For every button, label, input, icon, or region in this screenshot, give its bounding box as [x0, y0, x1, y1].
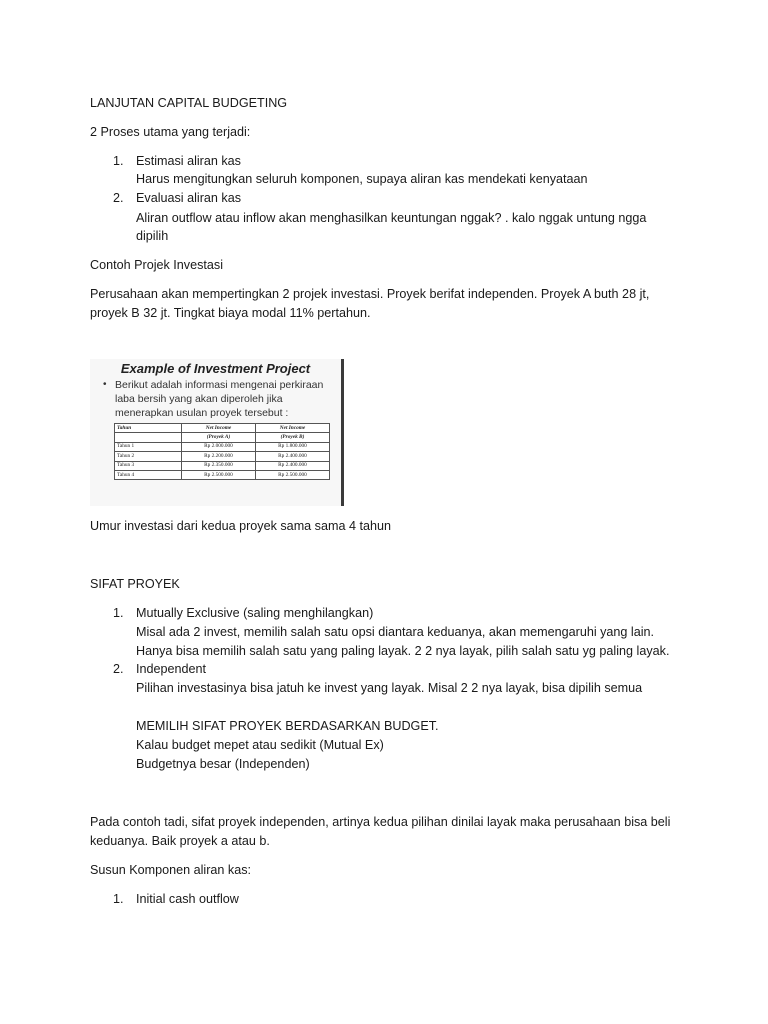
list-number: 1.	[113, 606, 124, 620]
example-heading: Contoh Projek Investasi	[90, 258, 224, 272]
list-item-text: Misal ada 2 invest, memilih salah satu opsi diantara keduanya, akan memengaruhi yang lain.	[136, 625, 655, 639]
list-item-title: Evaluasi aliran kas	[136, 191, 241, 205]
table-header-cell: Tahun	[115, 424, 182, 433]
budget-text: Kalau budget mepet atau sedikit (Mutual Ex)	[136, 738, 384, 752]
table-row	[115, 452, 330, 461]
net-income-table	[114, 423, 330, 480]
intro-text: 2 Proses utama yang terjadi:	[90, 125, 251, 139]
conclusion-text: keduanya. Baik proyek a atau b.	[90, 834, 270, 848]
table-cell: Rp 2.400.000	[256, 461, 330, 470]
komponen-heading: Susun Komponen aliran kas:	[90, 863, 252, 877]
budget-text: MEMILIH SIFAT PROYEK BERDASARKAN BUDGET.	[136, 719, 439, 733]
table-cell: Tahun 4	[115, 470, 182, 479]
table-cell: Rp 2.500.000	[182, 470, 256, 479]
list-item-text: Hanya bisa memilih salah satu yang paling layak. 2 2 nya layak, pilih salah satu yg paling layak.	[136, 644, 670, 658]
table-header-row	[115, 433, 330, 442]
list-number: 1.	[113, 154, 124, 168]
list-item-title: Independent	[136, 662, 207, 676]
table-header-cell	[115, 433, 182, 442]
table-cell: Rp 2.500.000	[256, 470, 330, 479]
figure-text: Berikut adalah informasi mengenai perkiraan laba bersih yang akan diperoleh jika menerapkan usulan proyek tersebut :	[115, 379, 324, 419]
table-cell: Rp 2.350.000	[182, 461, 256, 470]
table-header-cell: (Proyek A)	[182, 433, 256, 442]
table-cell: Rp 2.400.000	[256, 452, 330, 461]
table-header-row	[115, 424, 330, 433]
table-cell: Tahun 1	[115, 442, 182, 451]
sifat-heading: SIFAT PROYEK	[90, 577, 180, 591]
table-cell: Tahun 3	[115, 461, 182, 470]
list-item-text: Aliran outflow atau inflow akan menghasilkan keuntungan nggak? . kalo nggak untung ngga	[136, 211, 647, 225]
example-text: proyek B 32 jt. Tingkat biaya modal 11% pertahun.	[90, 306, 371, 320]
budget-text: Budgetnya besar (Independen)	[136, 757, 310, 771]
table-header-cell: Net Income	[256, 424, 330, 433]
umur-text: Umur investasi dari kedua proyek sama sama 4 tahun	[90, 519, 391, 533]
list-item-text: Harus mengitungkan seluruh komponen, supaya aliran kas mendekati kenyataan	[136, 172, 588, 186]
list-item-title: Initial cash outflow	[136, 892, 239, 906]
list-number: 2.	[113, 191, 124, 205]
table-row	[115, 442, 330, 451]
conclusion-text: Pada contoh tadi, sifat proyek independen, artinya kedua pilihan dinilai layak maka perusahaan bisa beli	[90, 815, 671, 829]
table-header-cell: (Proyek B)	[256, 433, 330, 442]
example-figure	[90, 359, 344, 506]
document-heading: LANJUTAN CAPITAL BUDGETING	[90, 96, 288, 110]
table-cell: Rp 2.000.000	[182, 442, 256, 451]
table-row	[115, 470, 330, 479]
list-number: 1.	[113, 892, 124, 906]
example-text: Perusahaan akan mempertingkan 2 projek investasi. Proyek berifat independen. Proyek A buth 28 jt,	[90, 287, 650, 301]
table-cell: Tahun 2	[115, 452, 182, 461]
table-row	[115, 461, 330, 470]
list-item-text: dipilih	[136, 229, 169, 243]
list-number: 2.	[113, 662, 124, 676]
list-item-text: Pilihan investasinya bisa jatuh ke invest yang layak. Misal 2 2 nya layak, bisa dipilih semua	[136, 681, 643, 695]
list-item-title: Estimasi aliran kas	[136, 154, 241, 168]
bullet-icon: •	[103, 379, 107, 390]
list-item-title: Mutually Exclusive (saling menghilangkan)	[136, 606, 374, 620]
figure-title: Example of Investment Project	[120, 361, 311, 376]
table-header-cell: Net Income	[182, 424, 256, 433]
table-cell: Rp 1.800.000	[256, 442, 330, 451]
table-cell: Rp 2.200.000	[182, 452, 256, 461]
